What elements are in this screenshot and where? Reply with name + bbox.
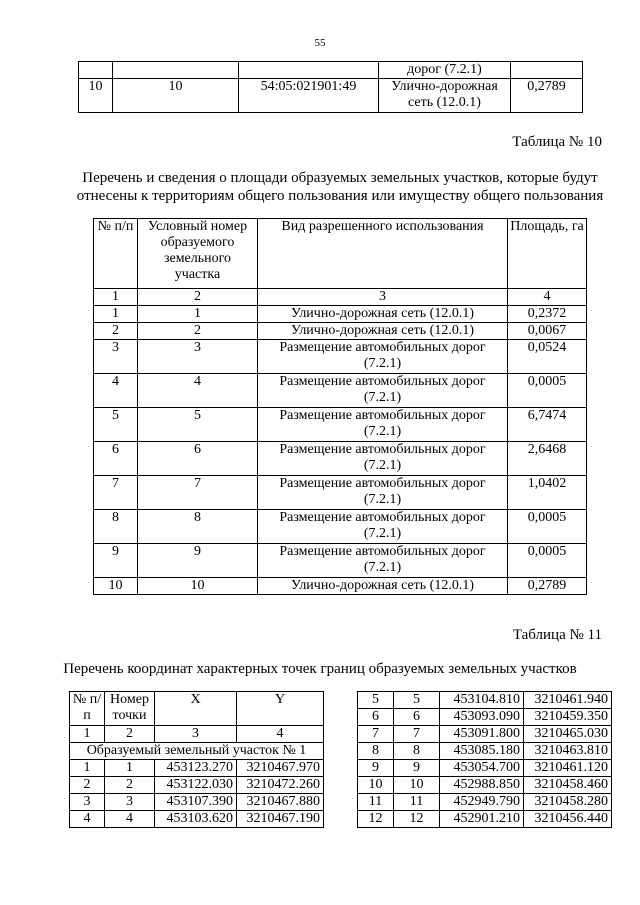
table-row bbox=[94, 408, 587, 442]
table-cell: 5 bbox=[394, 692, 440, 709]
table-cell: 1 bbox=[138, 306, 258, 323]
table-cell: 6 bbox=[94, 442, 138, 476]
table-cell: 452901.210 bbox=[440, 811, 524, 828]
table-cell: 8 bbox=[358, 743, 394, 760]
table-row bbox=[94, 544, 587, 578]
table-cell: 10 bbox=[358, 777, 394, 794]
table-cell: 9 bbox=[138, 544, 258, 578]
table-row bbox=[94, 323, 587, 340]
table-cell: Улично-дорожная сеть (12.0.1) bbox=[379, 79, 511, 113]
table-cell: 2 bbox=[105, 726, 155, 743]
table-cell: 0,0005 bbox=[508, 374, 587, 408]
table-row bbox=[94, 374, 587, 408]
table-cell: Размещение автомобильных дорог (7.2.1) bbox=[258, 476, 508, 510]
table-row bbox=[70, 777, 324, 794]
table-cell: 2 bbox=[94, 323, 138, 340]
table-cell: 0,0524 bbox=[508, 340, 587, 374]
table-cell: 3 bbox=[155, 726, 237, 743]
table-row bbox=[70, 760, 324, 777]
table-cell: Y bbox=[237, 692, 324, 726]
table-cell: 7 bbox=[394, 726, 440, 743]
table-cell: 4 bbox=[94, 374, 138, 408]
table-row bbox=[79, 62, 583, 79]
table-cell: 4 bbox=[508, 289, 587, 306]
table-cell: 9 bbox=[394, 760, 440, 777]
table-cell: 7 bbox=[138, 476, 258, 510]
table-cell: 3 bbox=[258, 289, 508, 306]
table-cell: 1 bbox=[94, 289, 138, 306]
table-cell: 12 bbox=[394, 811, 440, 828]
table-cell: 3210467.970 bbox=[237, 760, 324, 777]
table-cell bbox=[79, 62, 113, 79]
table-cell: дорог (7.2.1) bbox=[379, 62, 511, 79]
table-cell: 3210465.030 bbox=[524, 726, 612, 743]
table-cell: 4 bbox=[70, 811, 105, 828]
table-row bbox=[358, 743, 612, 760]
table-row bbox=[70, 811, 324, 828]
table-cell: 453122.030 bbox=[155, 777, 237, 794]
table-cell: 1 bbox=[70, 726, 105, 743]
table-cell: 3 bbox=[70, 794, 105, 811]
table-cell: 3 bbox=[138, 340, 258, 374]
table-cell: 6 bbox=[358, 709, 394, 726]
table-cell: 2 bbox=[138, 289, 258, 306]
table-cell: 1 bbox=[94, 306, 138, 323]
table-cell: 3210458.280 bbox=[524, 794, 612, 811]
table-cell: X bbox=[155, 692, 237, 726]
table-cell: 10 bbox=[79, 79, 113, 113]
table-cell: 452949.790 bbox=[440, 794, 524, 811]
table-cell: 453054.700 bbox=[440, 760, 524, 777]
table-cell: 3210461.940 bbox=[524, 692, 612, 709]
table-cell: Размещение автомобильных дорог (7.2.1) bbox=[258, 544, 508, 578]
table-cell: 2 bbox=[105, 777, 155, 794]
table10-caption: Таблица № 10 bbox=[512, 134, 602, 150]
table-cell bbox=[239, 62, 379, 79]
table-cell: 5 bbox=[138, 408, 258, 442]
table-cell bbox=[113, 62, 239, 79]
table-cell: 10 bbox=[394, 777, 440, 794]
table-cell: 3210472.260 bbox=[237, 777, 324, 794]
table-cell: 452988.850 bbox=[440, 777, 524, 794]
table-cell: 0,0005 bbox=[508, 510, 587, 544]
continuation-table bbox=[78, 61, 583, 113]
table-cell: 11 bbox=[358, 794, 394, 811]
table-cell: 3 bbox=[105, 794, 155, 811]
table-cell: Вид разрешенного использования bbox=[258, 219, 508, 289]
table-cell: 1,0402 bbox=[508, 476, 587, 510]
table10-title: Перечень и сведения о площади образуемых земельных участков, которые будут отнесены к территориям общего пользования или имуществу общего пользования bbox=[76, 170, 604, 204]
table-row bbox=[94, 340, 587, 374]
table-cell: 4 bbox=[237, 726, 324, 743]
table-cell: № п/п bbox=[94, 219, 138, 289]
table-cell: Размещение автомобильных дорог (7.2.1) bbox=[258, 510, 508, 544]
section-row bbox=[70, 743, 324, 760]
table-cell: Размещение автомобильных дорог (7.2.1) bbox=[258, 374, 508, 408]
table-cell: 4 bbox=[138, 374, 258, 408]
table-cell: Условный номер образуемого земельного участка bbox=[138, 219, 258, 289]
table-row bbox=[358, 692, 612, 709]
table-cell: Номер точки bbox=[105, 692, 155, 726]
table-header-row bbox=[70, 692, 324, 726]
table-cell: 453091.800 bbox=[440, 726, 524, 743]
table-cell: 3210459.350 bbox=[524, 709, 612, 726]
table11-title: Перечень координат характерных точек границ образуемых земельных участков bbox=[63, 661, 577, 677]
table10 bbox=[93, 218, 587, 595]
table-row bbox=[94, 306, 587, 323]
table-cell: 453107.390 bbox=[155, 794, 237, 811]
table-cell: 0,2789 bbox=[508, 578, 587, 595]
table-cell: № п/п bbox=[70, 692, 105, 726]
table-cell bbox=[511, 62, 583, 79]
table-cell: 3210463.810 bbox=[524, 743, 612, 760]
table-index-row bbox=[94, 289, 587, 306]
table-cell: 0,0005 bbox=[508, 544, 587, 578]
table-cell: Площадь, га bbox=[508, 219, 587, 289]
table-row bbox=[358, 794, 612, 811]
table-cell: 9 bbox=[358, 760, 394, 777]
table-cell: 453123.270 bbox=[155, 760, 237, 777]
table11-caption: Таблица № 11 bbox=[512, 627, 602, 643]
table-cell: 3210456.440 bbox=[524, 811, 612, 828]
table-row bbox=[79, 79, 583, 113]
table-cell: 1 bbox=[105, 760, 155, 777]
table-cell: Улично-дорожная сеть (12.0.1) bbox=[258, 323, 508, 340]
page-number: 55 bbox=[314, 37, 326, 49]
table-cell: 6 bbox=[394, 709, 440, 726]
table-cell: 2 bbox=[138, 323, 258, 340]
table-cell: Образуемый земельный участок № 1 bbox=[70, 743, 324, 760]
table-cell: 3 bbox=[94, 340, 138, 374]
table-cell: 11 bbox=[394, 794, 440, 811]
table-cell: 3210461.120 bbox=[524, 760, 612, 777]
table-cell: 9 bbox=[94, 544, 138, 578]
table-row bbox=[94, 578, 587, 595]
table-cell: 8 bbox=[138, 510, 258, 544]
table-cell: Размещение автомобильных дорог (7.2.1) bbox=[258, 340, 508, 374]
table-cell: 453085.180 bbox=[440, 743, 524, 760]
table-cell: 3210467.880 bbox=[237, 794, 324, 811]
table-cell: Размещение автомобильных дорог (7.2.1) bbox=[258, 442, 508, 476]
table-cell: 7 bbox=[94, 476, 138, 510]
table-cell: 5 bbox=[358, 692, 394, 709]
table-cell: 10 bbox=[113, 79, 239, 113]
table-cell: 453093.090 bbox=[440, 709, 524, 726]
table-cell: 10 bbox=[94, 578, 138, 595]
table-cell: 8 bbox=[394, 743, 440, 760]
table-cell: 2,6468 bbox=[508, 442, 587, 476]
table-row bbox=[358, 811, 612, 828]
table-cell: Улично-дорожная сеть (12.0.1) bbox=[258, 306, 508, 323]
table-cell: 453104.810 bbox=[440, 692, 524, 709]
table11-right bbox=[357, 691, 612, 828]
table-cell: Улично-дорожная сеть (12.0.1) bbox=[258, 578, 508, 595]
table-cell: 3210467.190 bbox=[237, 811, 324, 828]
table-row bbox=[358, 726, 612, 743]
table-cell: 54:05:021901:49 bbox=[239, 79, 379, 113]
table-cell: 3210458.460 bbox=[524, 777, 612, 794]
table-cell: 4 bbox=[105, 811, 155, 828]
table-index-row bbox=[70, 726, 324, 743]
table-cell: Размещение автомобильных дорог (7.2.1) bbox=[258, 408, 508, 442]
table-row bbox=[358, 760, 612, 777]
table-row bbox=[70, 794, 324, 811]
table-cell: 0,0067 bbox=[508, 323, 587, 340]
table-cell: 6 bbox=[138, 442, 258, 476]
table-row bbox=[94, 476, 587, 510]
table-row bbox=[94, 442, 587, 476]
table-row bbox=[94, 510, 587, 544]
table-cell: 2 bbox=[70, 777, 105, 794]
table-cell: 0,2372 bbox=[508, 306, 587, 323]
table-cell: 453103.620 bbox=[155, 811, 237, 828]
table-cell: 8 bbox=[94, 510, 138, 544]
table11-left bbox=[69, 691, 324, 828]
table-row bbox=[358, 777, 612, 794]
table-header-row bbox=[94, 219, 587, 289]
table-cell: 6,7474 bbox=[508, 408, 587, 442]
table-cell: 12 bbox=[358, 811, 394, 828]
table-cell: 5 bbox=[94, 408, 138, 442]
table-cell: 1 bbox=[70, 760, 105, 777]
table-row bbox=[358, 709, 612, 726]
table-cell: 0,2789 bbox=[511, 79, 583, 113]
table-cell: 10 bbox=[138, 578, 258, 595]
table-cell: 7 bbox=[358, 726, 394, 743]
